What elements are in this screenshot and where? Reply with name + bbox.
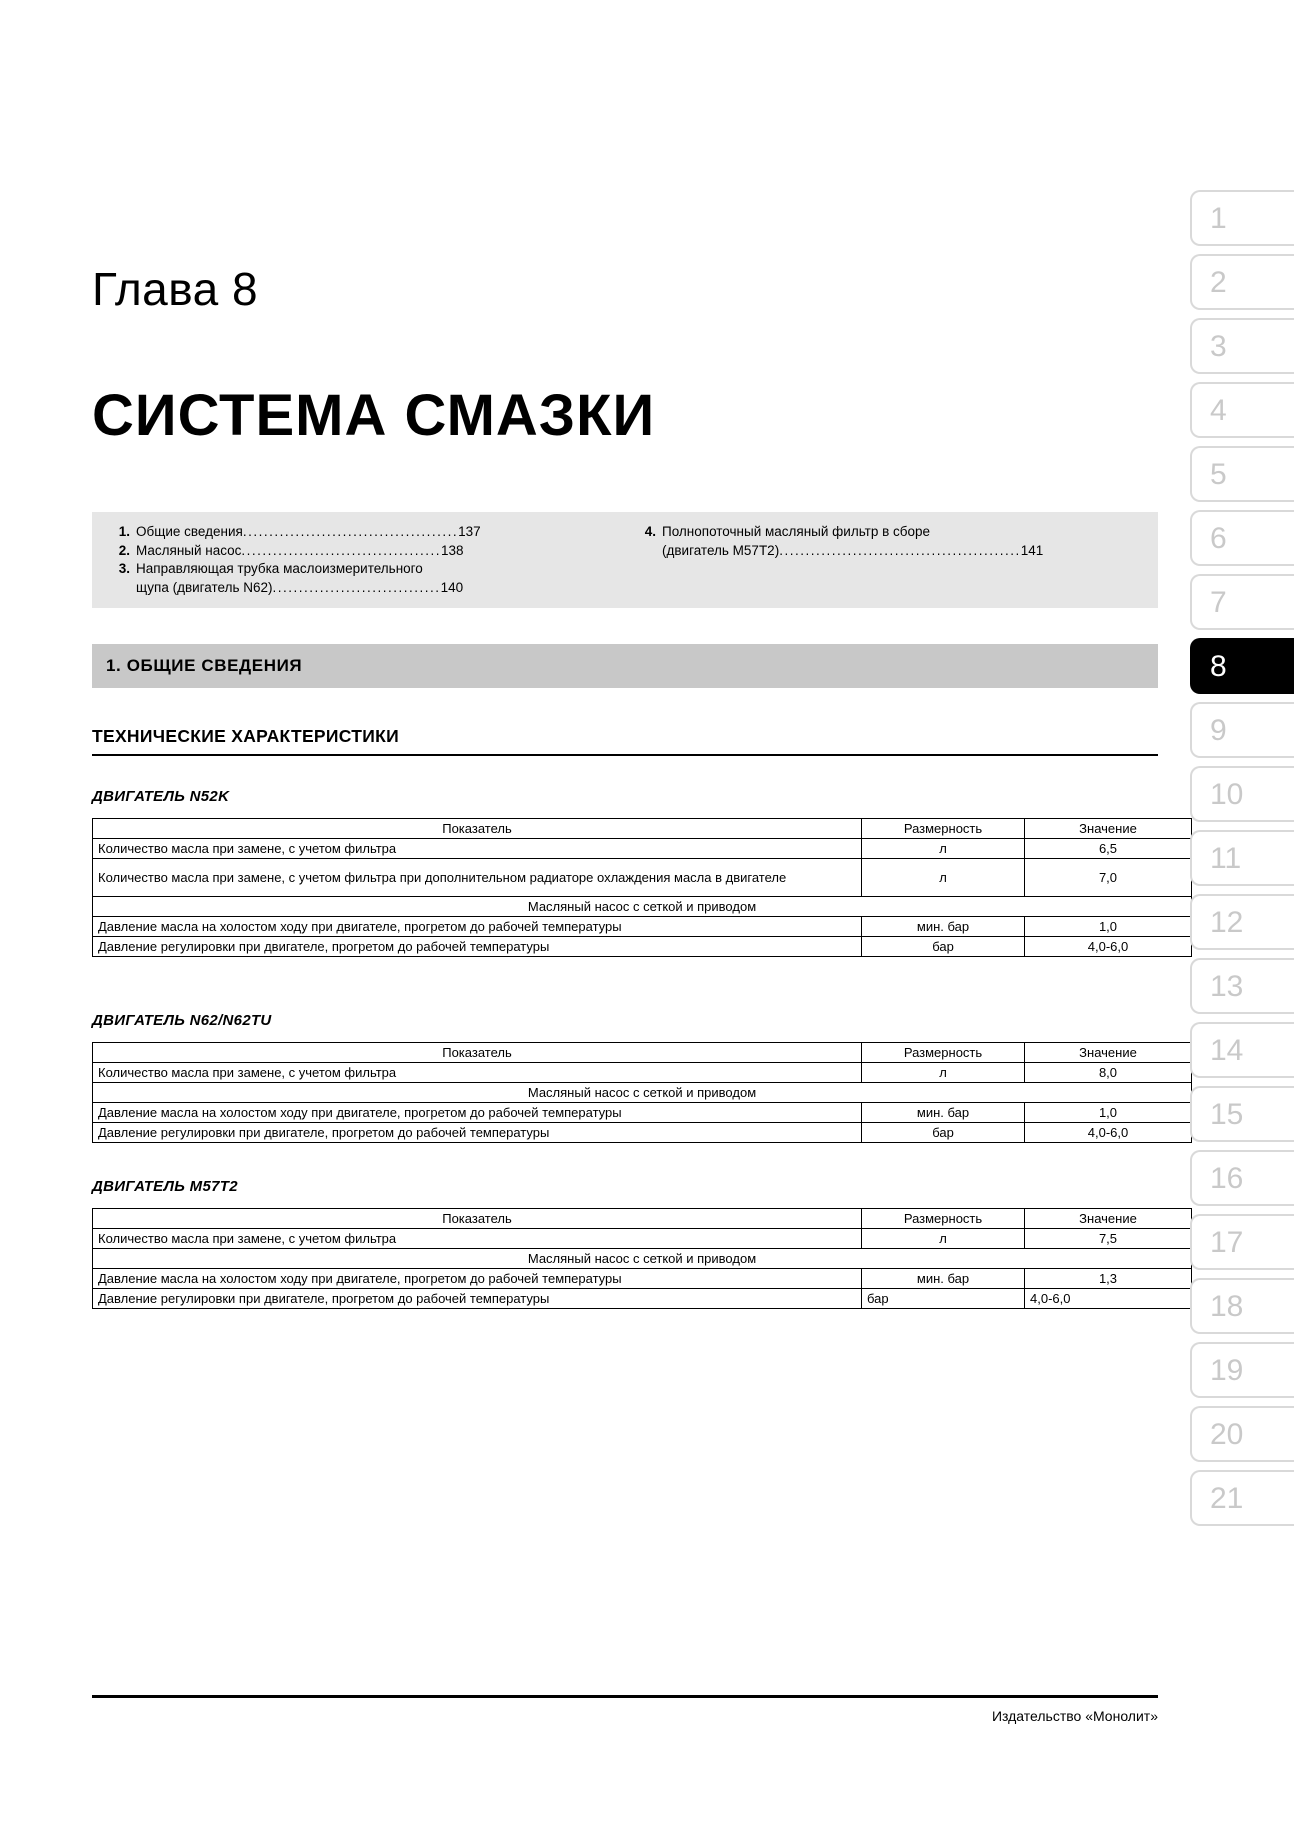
index-tab-label: 11 — [1210, 842, 1242, 875]
cell-unit: л — [862, 839, 1025, 859]
index-tab-12[interactable] — [1190, 894, 1294, 950]
spec-table-n52k — [92, 818, 1192, 957]
footer-publisher: Издательство «Монолит» — [991, 1708, 1158, 1724]
index-tab-17[interactable] — [1190, 1214, 1294, 1270]
cell-value: 8,0 — [1025, 1063, 1192, 1083]
toc-item-label: Общие сведения — [136, 524, 243, 539]
column-header-value: Значение — [1025, 1043, 1192, 1063]
cell-unit: бар — [862, 1123, 1025, 1143]
subsection-title: ТЕХНИЧЕСКИЕ ХАРАКТЕРИСТИКИ — [92, 726, 399, 746]
table-row — [93, 1063, 1192, 1083]
table-of-contents — [92, 512, 1158, 608]
index-tab-label: 8 — [1210, 650, 1227, 683]
page-title: СИСТЕМА СМАЗКИ — [92, 383, 656, 448]
cell-value: 7,5 — [1025, 1229, 1192, 1249]
table-group-row — [93, 1249, 1192, 1269]
table-header-row — [93, 1209, 1192, 1229]
table-row — [93, 937, 1192, 957]
toc-item-label: Направляющая трубка маслоизмерительного — [136, 561, 423, 576]
table-row — [93, 1123, 1192, 1143]
column-header-value: Значение — [1025, 819, 1192, 839]
index-tab-11[interactable] — [1190, 830, 1294, 886]
cell-value: 6,5 — [1025, 839, 1192, 859]
table-row — [93, 859, 1192, 897]
cell-value: 1,0 — [1025, 1103, 1192, 1123]
spec-table-n62 — [92, 1042, 1192, 1143]
index-tab-label: 19 — [1210, 1354, 1244, 1387]
engine-label-n52k: ДВИГАТЕЛЬ N52K — [92, 788, 230, 805]
table-header-row — [93, 819, 1192, 839]
index-tab-14[interactable] — [1190, 1022, 1294, 1078]
cell-value: 4,0-6,0 — [1025, 1123, 1192, 1143]
index-tab-label: 7 — [1210, 586, 1227, 619]
engine-label-n62: ДВИГАТЕЛЬ N62/N62TU — [92, 1012, 272, 1029]
table-row — [93, 1229, 1192, 1249]
table-group-row — [93, 897, 1192, 917]
list-item[interactable] — [632, 523, 1144, 542]
table-row — [93, 839, 1192, 859]
index-tab-label: 18 — [1210, 1290, 1244, 1323]
toc-item-page: 140 — [440, 579, 464, 595]
index-tab-7[interactable] — [1190, 574, 1294, 630]
cell-value: 1,0 — [1025, 917, 1192, 937]
index-tab-label: 6 — [1210, 522, 1227, 555]
index-tab-15[interactable] — [1190, 1086, 1294, 1142]
column-header-parameter: Показатель — [93, 819, 862, 839]
cell-unit: бар — [862, 1289, 1025, 1309]
table-row — [93, 1289, 1192, 1309]
toc-item-page: 138 — [440, 542, 464, 558]
list-item[interactable] — [106, 523, 626, 542]
toc-item-label: щупа (двигатель N62) — [136, 579, 273, 595]
chapter-label: Глава 8 — [92, 263, 259, 315]
column-header-parameter: Показатель — [93, 1043, 862, 1063]
toc-item-dots: .............................................. — [779, 542, 1021, 558]
index-tab-8[interactable] — [1190, 638, 1294, 694]
toc-item-dots: ...................................... — [241, 542, 441, 558]
toc-item-label: Масляный насос — [136, 542, 242, 558]
footer-divider — [92, 1695, 1158, 1698]
cell-value: 4,0-6,0 — [1025, 937, 1192, 957]
index-tab-13[interactable] — [1190, 958, 1294, 1014]
toc-column-left — [106, 523, 626, 597]
index-tab-label: 3 — [1210, 330, 1227, 363]
cell-parameter: Количество масла при замене, с учетом фильтра — [93, 1063, 862, 1083]
cell-unit: мин. бар — [862, 917, 1025, 937]
cell-unit: мин. бар — [862, 1269, 1025, 1289]
toc-item-page: 137 — [458, 524, 481, 539]
column-header-value: Значение — [1025, 1209, 1192, 1229]
column-header-parameter: Показатель — [93, 1209, 862, 1229]
cell-group-title: Масляный насос с сеткой и приводом — [93, 897, 1192, 917]
toc-item-dots: ......................................... — [242, 524, 459, 539]
index-tab-label: 12 — [1210, 906, 1244, 939]
list-item[interactable] — [106, 542, 626, 561]
index-tab-label: 9 — [1210, 714, 1227, 747]
section-title: 1. ОБЩИЕ СВЕДЕНИЯ — [106, 656, 303, 675]
cell-group-title: Масляный насос с сеткой и приводом — [93, 1083, 1192, 1103]
index-tab-19[interactable] — [1190, 1342, 1294, 1398]
index-tab-20[interactable] — [1190, 1406, 1294, 1462]
index-tab-2[interactable] — [1190, 254, 1294, 310]
index-tab-label: 16 — [1210, 1162, 1244, 1195]
list-item[interactable] — [106, 560, 626, 579]
section-header-bar — [92, 644, 1158, 688]
index-tab-label: 21 — [1210, 1482, 1244, 1515]
spec-table-m57t2 — [92, 1208, 1192, 1309]
index-tab-16[interactable] — [1190, 1150, 1294, 1206]
index-tab-21[interactable] — [1190, 1470, 1294, 1526]
index-tab-label: 5 — [1210, 458, 1227, 491]
cell-group-title: Масляный насос с сеткой и приводом — [93, 1249, 1192, 1269]
index-tab-label: 10 — [1210, 778, 1244, 811]
index-tab-3[interactable] — [1190, 318, 1294, 374]
index-tab-10[interactable] — [1190, 766, 1294, 822]
index-tab-1[interactable] — [1190, 190, 1294, 246]
toc-item-number: 4. — [644, 524, 656, 539]
index-tab-9[interactable] — [1190, 702, 1294, 758]
index-tab-label: 15 — [1210, 1098, 1244, 1131]
cell-parameter: Давление масла на холостом ходу при двигателе, прогретом до рабочей температуры — [93, 917, 862, 937]
cell-parameter: Давление масла на холостом ходу при двигателе, прогретом до рабочей температуры — [93, 1269, 862, 1289]
table-row — [93, 917, 1192, 937]
index-tab-18[interactable] — [1190, 1278, 1294, 1334]
toc-item-number: 2. — [118, 542, 130, 558]
index-tab-label: 20 — [1210, 1418, 1244, 1451]
table-header-row — [93, 1043, 1192, 1063]
toc-column-right — [632, 523, 1144, 560]
toc-item-continuation[interactable] — [106, 579, 626, 598]
cell-unit: л — [862, 1063, 1025, 1083]
cell-parameter: Количество масла при замене, с учетом фильтра при дополнительном радиаторе охлаждения масла в двигателе — [93, 859, 862, 897]
index-tab-label: 13 — [1210, 970, 1244, 1003]
table-row — [93, 1103, 1192, 1123]
index-tab-label: 4 — [1210, 394, 1227, 427]
toc-item-label: (двигатель M57T2) — [662, 542, 780, 558]
toc-item-label: Полнопоточный масляный фильтр в сборе — [662, 524, 931, 539]
toc-item-continuation[interactable] — [632, 542, 1144, 561]
cell-parameter: Давление масла на холостом ходу при двигателе, прогретом до рабочей температуры — [93, 1103, 862, 1123]
index-tab-label: 1 — [1210, 202, 1227, 235]
column-header-unit: Размерность — [862, 1043, 1025, 1063]
column-header-unit: Размерность — [862, 1209, 1025, 1229]
cell-parameter: Давление регулировки при двигателе, прогретом до рабочей температуры — [93, 1289, 862, 1309]
cell-parameter: Давление регулировки при двигателе, прогретом до рабочей температуры — [93, 1123, 862, 1143]
cell-unit: мин. бар — [862, 1103, 1025, 1123]
toc-item-number: 1. — [118, 524, 130, 539]
index-tab-5[interactable] — [1190, 446, 1294, 502]
index-tab-label: 14 — [1210, 1034, 1244, 1067]
engine-label-m57t2: ДВИГАТЕЛЬ M57T2 — [92, 1178, 238, 1195]
toc-item-number: 3. — [118, 561, 130, 576]
index-tab-4[interactable] — [1190, 382, 1294, 438]
index-tab-label: 2 — [1210, 266, 1227, 299]
divider — [92, 754, 1158, 756]
table-row — [93, 1269, 1192, 1289]
index-tab-label: 17 — [1210, 1226, 1244, 1259]
cell-value: 4,0-6,0 — [1025, 1289, 1192, 1309]
cell-value: 7,0 — [1025, 859, 1192, 897]
cell-unit: бар — [862, 937, 1025, 957]
toc-item-dots: ................................ — [272, 579, 441, 595]
cell-value: 1,3 — [1025, 1269, 1192, 1289]
cell-parameter: Количество масла при замене, с учетом фильтра — [93, 839, 862, 859]
cell-parameter: Количество масла при замене, с учетом фильтра — [93, 1229, 862, 1249]
column-header-unit: Размерность — [862, 819, 1025, 839]
toc-item-page: 141 — [1020, 542, 1044, 558]
cell-parameter: Давление регулировки при двигателе, прогретом до рабочей температуры — [93, 937, 862, 957]
cell-unit: л — [862, 859, 1025, 897]
cell-unit: л — [862, 1229, 1025, 1249]
index-tab-6[interactable] — [1190, 510, 1294, 566]
page-index-tabs — [1190, 190, 1300, 1534]
table-group-row — [93, 1083, 1192, 1103]
